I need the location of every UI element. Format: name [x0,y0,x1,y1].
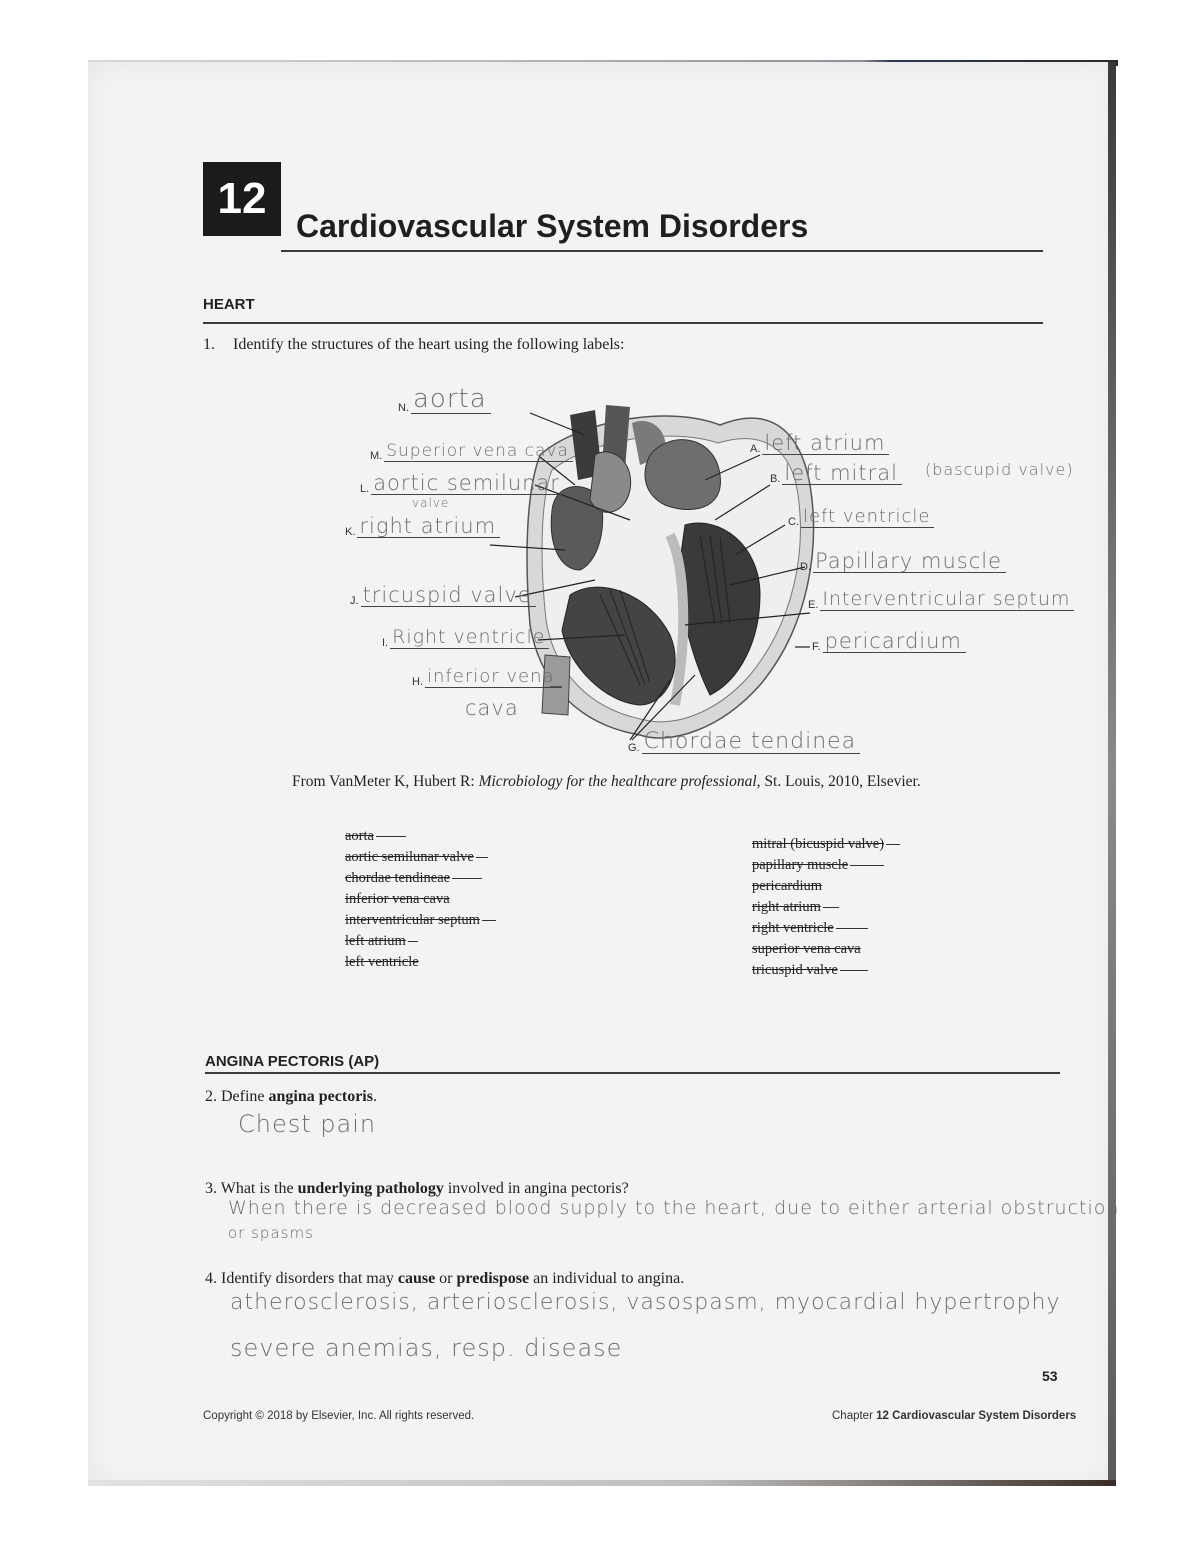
question-1-text: Identify the structures of the heart using the following labels: [233,336,625,353]
word-bank-item: tricuspid valve [752,960,900,981]
label-a-answer: left atrium [762,432,889,455]
label-b: B. left mitral [770,462,902,485]
word-bank-item: aorta [345,826,496,847]
label-j-answer: tricuspid valve [361,584,536,607]
word-bank-item: left ventricle [345,954,419,970]
question-2: 2. Define angina pectoris. [205,1088,377,1105]
label-n-answer: aorta [411,386,491,414]
label-a: A. left atrium [750,432,889,455]
label-h: H. inferior vena [412,668,559,688]
label-e-answer: Interventricular septum [820,590,1074,611]
word-bank-item: papillary muscle [752,855,900,876]
chapter-title-rule [281,250,1043,252]
label-d: D. Papillary muscle [800,550,1006,573]
page-number: 53 [1042,1368,1058,1384]
label-h-answer-line2: cava [465,696,519,720]
label-c-answer: left ventricle [801,508,934,528]
word-bank-item: right atrium [752,897,900,918]
label-d-answer: Papillary muscle [813,550,1006,573]
label-m-answer: Superior vena cava [384,443,573,462]
label-k-answer: right atrium [357,515,500,538]
word-bank-item: left atrium [345,931,496,952]
question-3-answer-line1: When there is decreased blood supply to the heart, due to either arterial obstruction [228,1197,1120,1219]
question-3-answer-line2: or spasms [228,1224,314,1242]
word-bank-left [345,826,496,973]
question-1 [203,336,624,354]
paper-bottom-edge [88,1480,1116,1486]
left-atrium-shape [645,440,720,510]
running-footer: Chapter 12 Cardiovascular System Disorders [832,1410,1077,1422]
word-bank-item: right ventricle [752,918,900,939]
word-bank-item: interventricular septum [345,910,496,931]
copyright-notice: Copyright © 2018 by Elsevier, Inc. All rights reserved. [203,1410,475,1422]
label-k: K. right atrium [345,515,500,538]
question-4-answer-line1: atherosclerosis, arteriosclerosis, vasospasm, myocardial hypertrophy [230,1290,1061,1315]
word-bank-item: mitral (bicuspid valve) [752,834,900,855]
label-i: I. Right ventricle [382,628,549,649]
word-bank-item: chordae tendineae [345,868,496,889]
label-e: E. Interventricular septum [808,590,1074,611]
word-bank-item: pericardium [752,878,823,894]
label-g: G. Chordae tendinea [628,730,860,754]
chapter-number-badge: 12 [203,162,281,236]
section-rule-heart [203,322,1043,324]
section-heading-heart: HEART [203,296,255,313]
label-l: L. aortic semilunar [360,472,564,495]
word-bank-item: superior vena cava [752,941,861,957]
label-h-answer: inferior vena [425,668,559,688]
label-i-answer: Right ventricle [390,628,549,649]
word-bank-item: inferior vena cava [345,891,450,907]
label-j: J. tricuspid valve [350,584,536,607]
label-m: M. Superior vena cava [370,443,573,462]
question-3: 3. What is the underlying pathology involved in angina pectoris? [205,1180,629,1197]
caption-book-title: Microbiology for the healthcare professional [478,773,757,790]
label-n: N. aorta [398,386,491,414]
label-b-answer: left mitral [782,462,902,485]
question-1-number: 1. [203,336,215,353]
question-4: 4. Identify disorders that may cause or predispose an individual to angina. [205,1270,685,1287]
label-l-answer: aortic semilunar [371,472,564,495]
paper-right-edge [1108,62,1116,1486]
label-b-answer-line2: (bascupid valve) [925,460,1074,479]
label-g-answer: Chordae tendinea [642,730,861,754]
section-rule-angina [205,1072,1060,1074]
question-2-answer: Chest pain [238,1110,377,1138]
label-c: C. left ventricle [788,508,934,528]
figure-caption: From VanMeter K, Hubert R: Microbiology for the healthcare professional, St. Louis, 2010, Elsevier. [292,773,921,790]
section-heading-angina: ANGINA PECTORIS (AP) [205,1053,380,1070]
label-f: F. pericardium [812,630,966,653]
question-4-answer-line2: severe anemias, resp. disease [230,1334,623,1362]
word-bank-item: aortic semilunar valve [345,847,496,868]
chapter-title: Cardiovascular System Disorders [296,208,809,244]
word-bank-right [752,834,900,981]
label-f-answer: pericardium [823,630,966,653]
label-l-answer-line2: valve [412,496,450,510]
